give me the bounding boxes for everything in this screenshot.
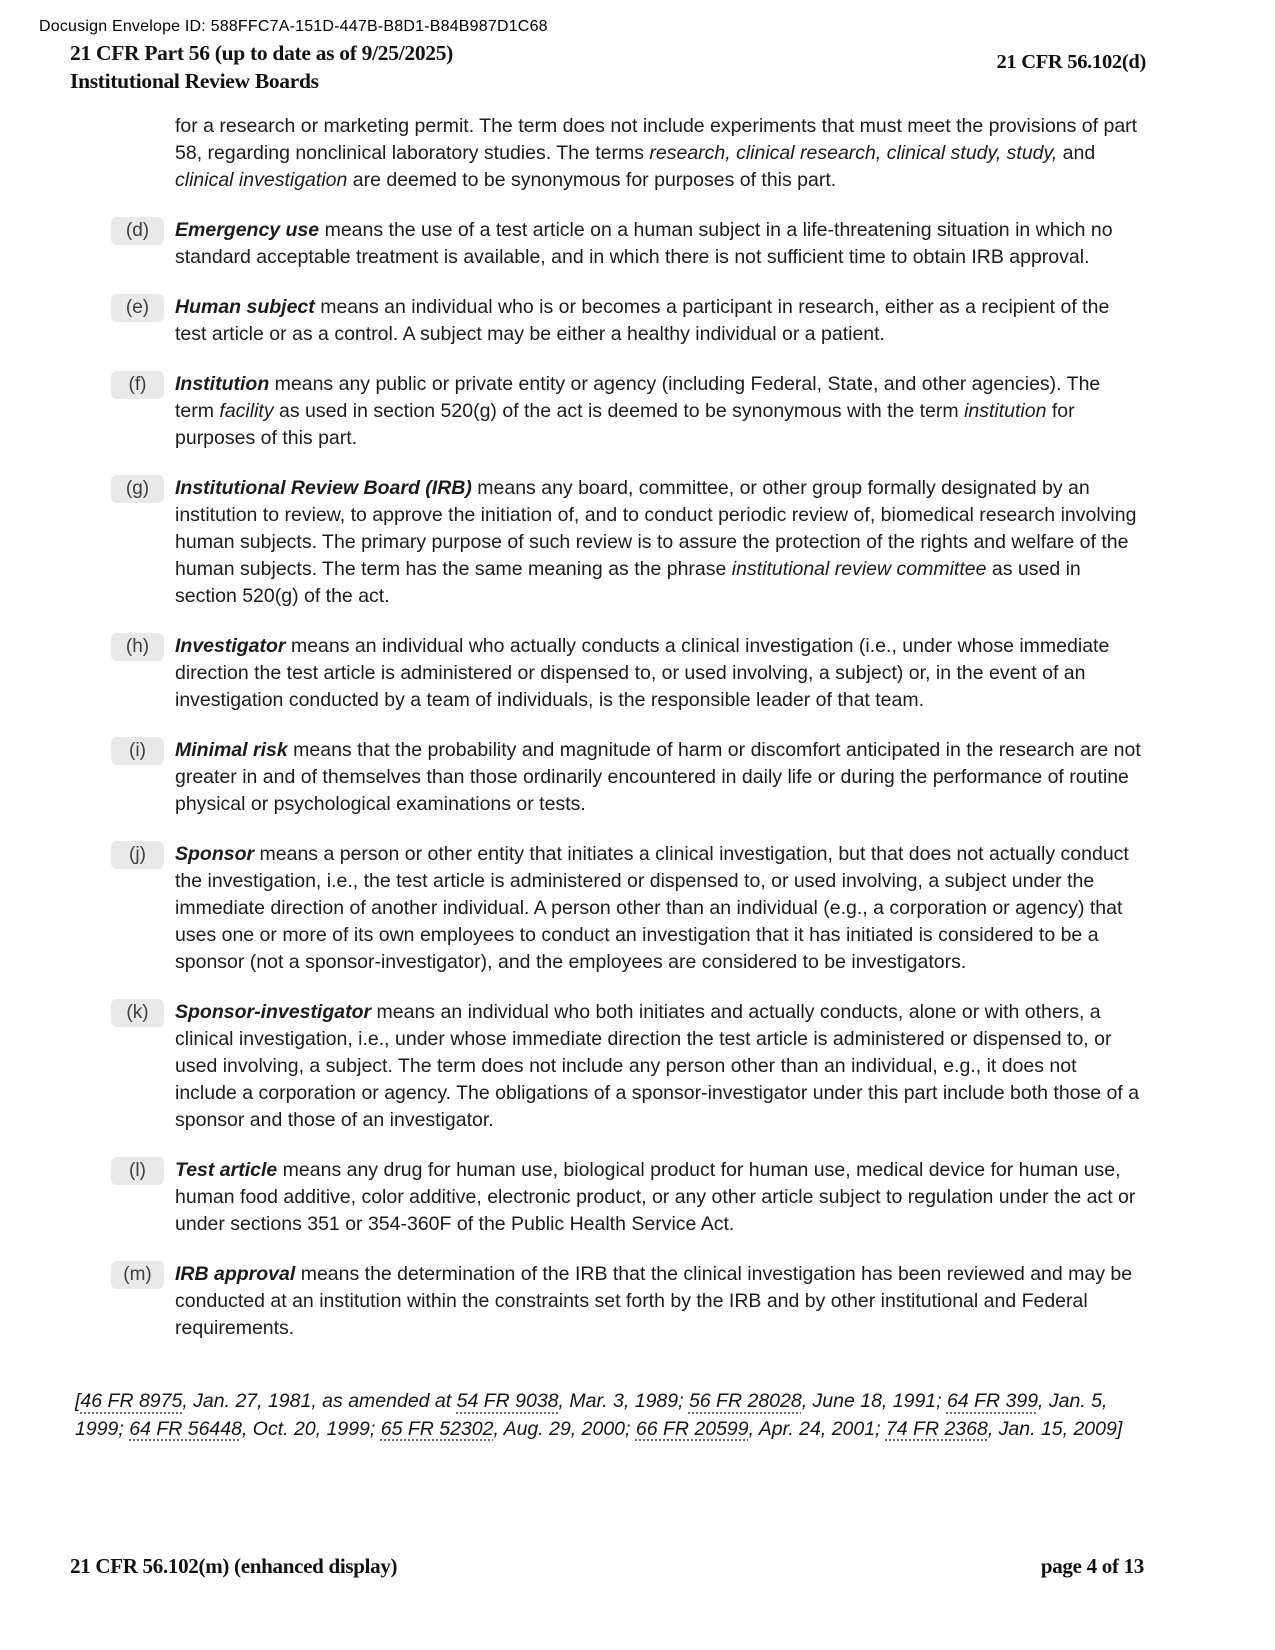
- fr-citation-link[interactable]: 46 FR 8975: [80, 1390, 183, 1412]
- docusign-envelope-id: Docusign Envelope ID: 588FFC7A-151D-447B-B8D1-B84B987D1C68: [39, 18, 548, 35]
- header-part-subtitle: Institutional Review Boards: [70, 69, 319, 93]
- text-segment: Institutional Review Board (IRB): [175, 477, 472, 499]
- text-segment: for purposes of this part.: [175, 400, 1075, 449]
- text-segment: Institution: [175, 373, 270, 395]
- text-segment: Minimal risk: [175, 739, 288, 761]
- page-footer: [70, 1554, 1144, 1579]
- text-segment: Emergency use: [175, 219, 320, 241]
- header-title-block: [70, 39, 453, 95]
- text-segment: institutional review committee: [731, 558, 987, 580]
- text-segment: means a person or other entity that initiates a clinical investigation, but that does not actually conduct the investigation, i.e., the test article is administered or dispensed to, or used involving, a subject under the immediate direction of another individual. A person other than an individual (e.g., a corporation or agency) that uses one or more of its own employees to conduct an investigation that it has initiated is considered to be a sponsor (not a sponsor-investigator), and the employees are considered to be investigators.: [175, 843, 1129, 973]
- definition-text: [175, 294, 1141, 348]
- definition-text: [175, 371, 1141, 452]
- document-body: [70, 113, 1142, 1443]
- definition-text: [175, 999, 1141, 1134]
- definitions-list: [70, 217, 1142, 1342]
- definition-label-chip: (m): [111, 1261, 164, 1289]
- text-segment: Sponsor-investigator: [175, 1001, 372, 1023]
- intro-continuation-paragraph: [175, 113, 1141, 194]
- definition-item: [70, 1261, 1142, 1342]
- text-segment: means any public or private entity or agency (including Federal, State, and other agencies). The term: [175, 373, 1101, 422]
- text-segment: IRB approval: [175, 1263, 296, 1285]
- text-segment: Test article: [175, 1159, 278, 1181]
- text-segment: means an individual who both initiates and actually conducts, alone or with others, a clinical investigation, i.e., under whose immediate direction the test article is administered or dispensed to, or used involving, a subject. The term does not include any person other than an individual, e.g., it does not include a corporation or agency. The obligations of a sponsor-investigator under this part include both those of a sponsor and those of an investigator.: [175, 1001, 1140, 1131]
- definition-text: [175, 1157, 1141, 1238]
- fr-citation-link[interactable]: 56 FR 28028: [688, 1390, 802, 1412]
- text-segment: , Jan. 27, 1981, as amended at: [182, 1390, 457, 1412]
- header-part-title: 21 CFR Part 56 (up to date as of 9/25/2025): [70, 41, 454, 65]
- text-segment: institution: [964, 400, 1047, 422]
- definition-text: [175, 217, 1141, 271]
- definition-item: [70, 1157, 1142, 1238]
- text-segment: , June 18, 1991;: [801, 1390, 947, 1412]
- definition-text: [175, 633, 1141, 714]
- definition-label-chip: (i): [111, 737, 164, 765]
- definition-label-chip: (j): [111, 841, 164, 869]
- fr-citation-link[interactable]: 64 FR 56448: [129, 1417, 242, 1440]
- text-segment: , Jan. 5, 1999;: [75, 1390, 1108, 1440]
- fr-citation-link[interactable]: 65 FR 52302: [380, 1417, 494, 1440]
- fr-citation-link[interactable]: 64 FR 399: [946, 1390, 1039, 1412]
- text-segment: research, clinical research, clinical study, study,: [649, 142, 1058, 164]
- text-segment: as used in section 520(g) of the act.: [175, 558, 1081, 607]
- footer-page-number: page 4 of 13: [1040, 1554, 1144, 1578]
- definition-label-chip: (h): [111, 633, 164, 661]
- text-segment: , Apr. 24, 2001;: [748, 1417, 886, 1440]
- text-segment: means the determination of the IRB that the clinical investigation has been reviewed and may be conducted at an institution within the constraints set forth by the IRB and by other institutional and Federal requirements.: [175, 1263, 1133, 1339]
- definition-label-chip: (e): [111, 294, 164, 322]
- definition-text: [175, 1261, 1141, 1342]
- text-segment: , Jan. 15, 2009]: [987, 1417, 1123, 1440]
- definition-item: [70, 999, 1142, 1134]
- text-segment: and: [1057, 142, 1096, 164]
- text-segment: means the use of a test article on a human subject in a life-threatening situation in which no standard acceptable treatment is available, and in which there is not sufficient time to obtain IRB approval.: [175, 219, 1113, 268]
- fr-citation-link[interactable]: 74 FR 2368: [885, 1417, 988, 1440]
- definition-item: [70, 217, 1142, 271]
- definition-label-chip: (l): [111, 1157, 164, 1185]
- fr-citation-link[interactable]: 66 FR 20599: [635, 1417, 749, 1440]
- text-segment: [: [75, 1390, 81, 1412]
- text-segment: Human subject: [175, 296, 315, 318]
- text-segment: as used in section 520(g) of the act is deemed to be synonymous with the term: [273, 400, 965, 422]
- text-segment: means that the probability and magnitude of harm or discomfort anticipated in the research are not greater in and of themselves than those ordinarily encountered in daily life or during the performance of routine physical or psychological examinations or tests.: [175, 739, 1141, 815]
- text-segment: facility: [219, 400, 274, 422]
- definition-text: [175, 737, 1141, 818]
- definition-item: [70, 737, 1142, 818]
- definition-label-chip: (d): [111, 217, 164, 245]
- definition-label-chip: (f): [111, 371, 164, 399]
- text-segment: , Aug. 29, 2000;: [493, 1417, 636, 1440]
- text-segment: means any board, committee, or other group formally designated by an institution to review, to approve the initiation of, and to conduct periodic review of, biomedical research involving human subjects. The primary purpose of such review is to assure the protection of the rights and welfare of the human subjects. The term has the same meaning as the phrase: [175, 477, 1137, 580]
- text-segment: are deemed to be synonymous for purposes of this part.: [347, 169, 837, 191]
- text-segment: means an individual who actually conducts a clinical investigation (i.e., under whose immediate direction the test article is administered or dispensed to, or used involving, a subject) or, in the event of an investigation conducted by a team of individuals, is the responsible leader of that team.: [175, 635, 1110, 711]
- definition-item: [70, 475, 1142, 610]
- text-segment: clinical investigation: [175, 169, 348, 191]
- definition-label-chip: (g): [111, 475, 164, 503]
- text-segment: for a research or marketing permit. The term does not include experiments that must meet the provisions of part 58, regarding nonclinical laboratory studies. The terms: [175, 115, 1138, 164]
- text-segment: Investigator: [175, 635, 286, 657]
- definition-item: [70, 294, 1142, 348]
- definition-item: [70, 841, 1142, 976]
- amendment-history-citation: [75, 1388, 1127, 1443]
- text-segment: , Oct. 20, 1999;: [241, 1417, 381, 1440]
- definition-item: [70, 633, 1142, 714]
- header-section-reference: 21 CFR 56.102(d): [996, 51, 1146, 73]
- text-segment: Sponsor: [175, 843, 255, 865]
- definition-label-chip: (k): [111, 999, 164, 1027]
- definition-item: [70, 371, 1142, 452]
- definition-text: [175, 475, 1141, 610]
- text-segment: , Mar. 3, 1989;: [558, 1390, 689, 1412]
- text-segment: means any drug for human use, biological product for human use, medical device for human use, human food additive, color additive, electronic product, or any other article subject to regulation under the act or under sections 351 or 354-360F of the Public Health Service Act.: [175, 1159, 1136, 1235]
- definition-text: [175, 841, 1141, 976]
- footer-section-reference: 21 CFR 56.102(m) (enhanced display): [70, 1554, 398, 1578]
- fr-citation-link[interactable]: 54 FR 9038: [456, 1390, 559, 1412]
- text-segment: means an individual who is or becomes a participant in research, either as a recipient of the test article or as a control. A subject may be either a healthy individual or a patient.: [175, 296, 1110, 345]
